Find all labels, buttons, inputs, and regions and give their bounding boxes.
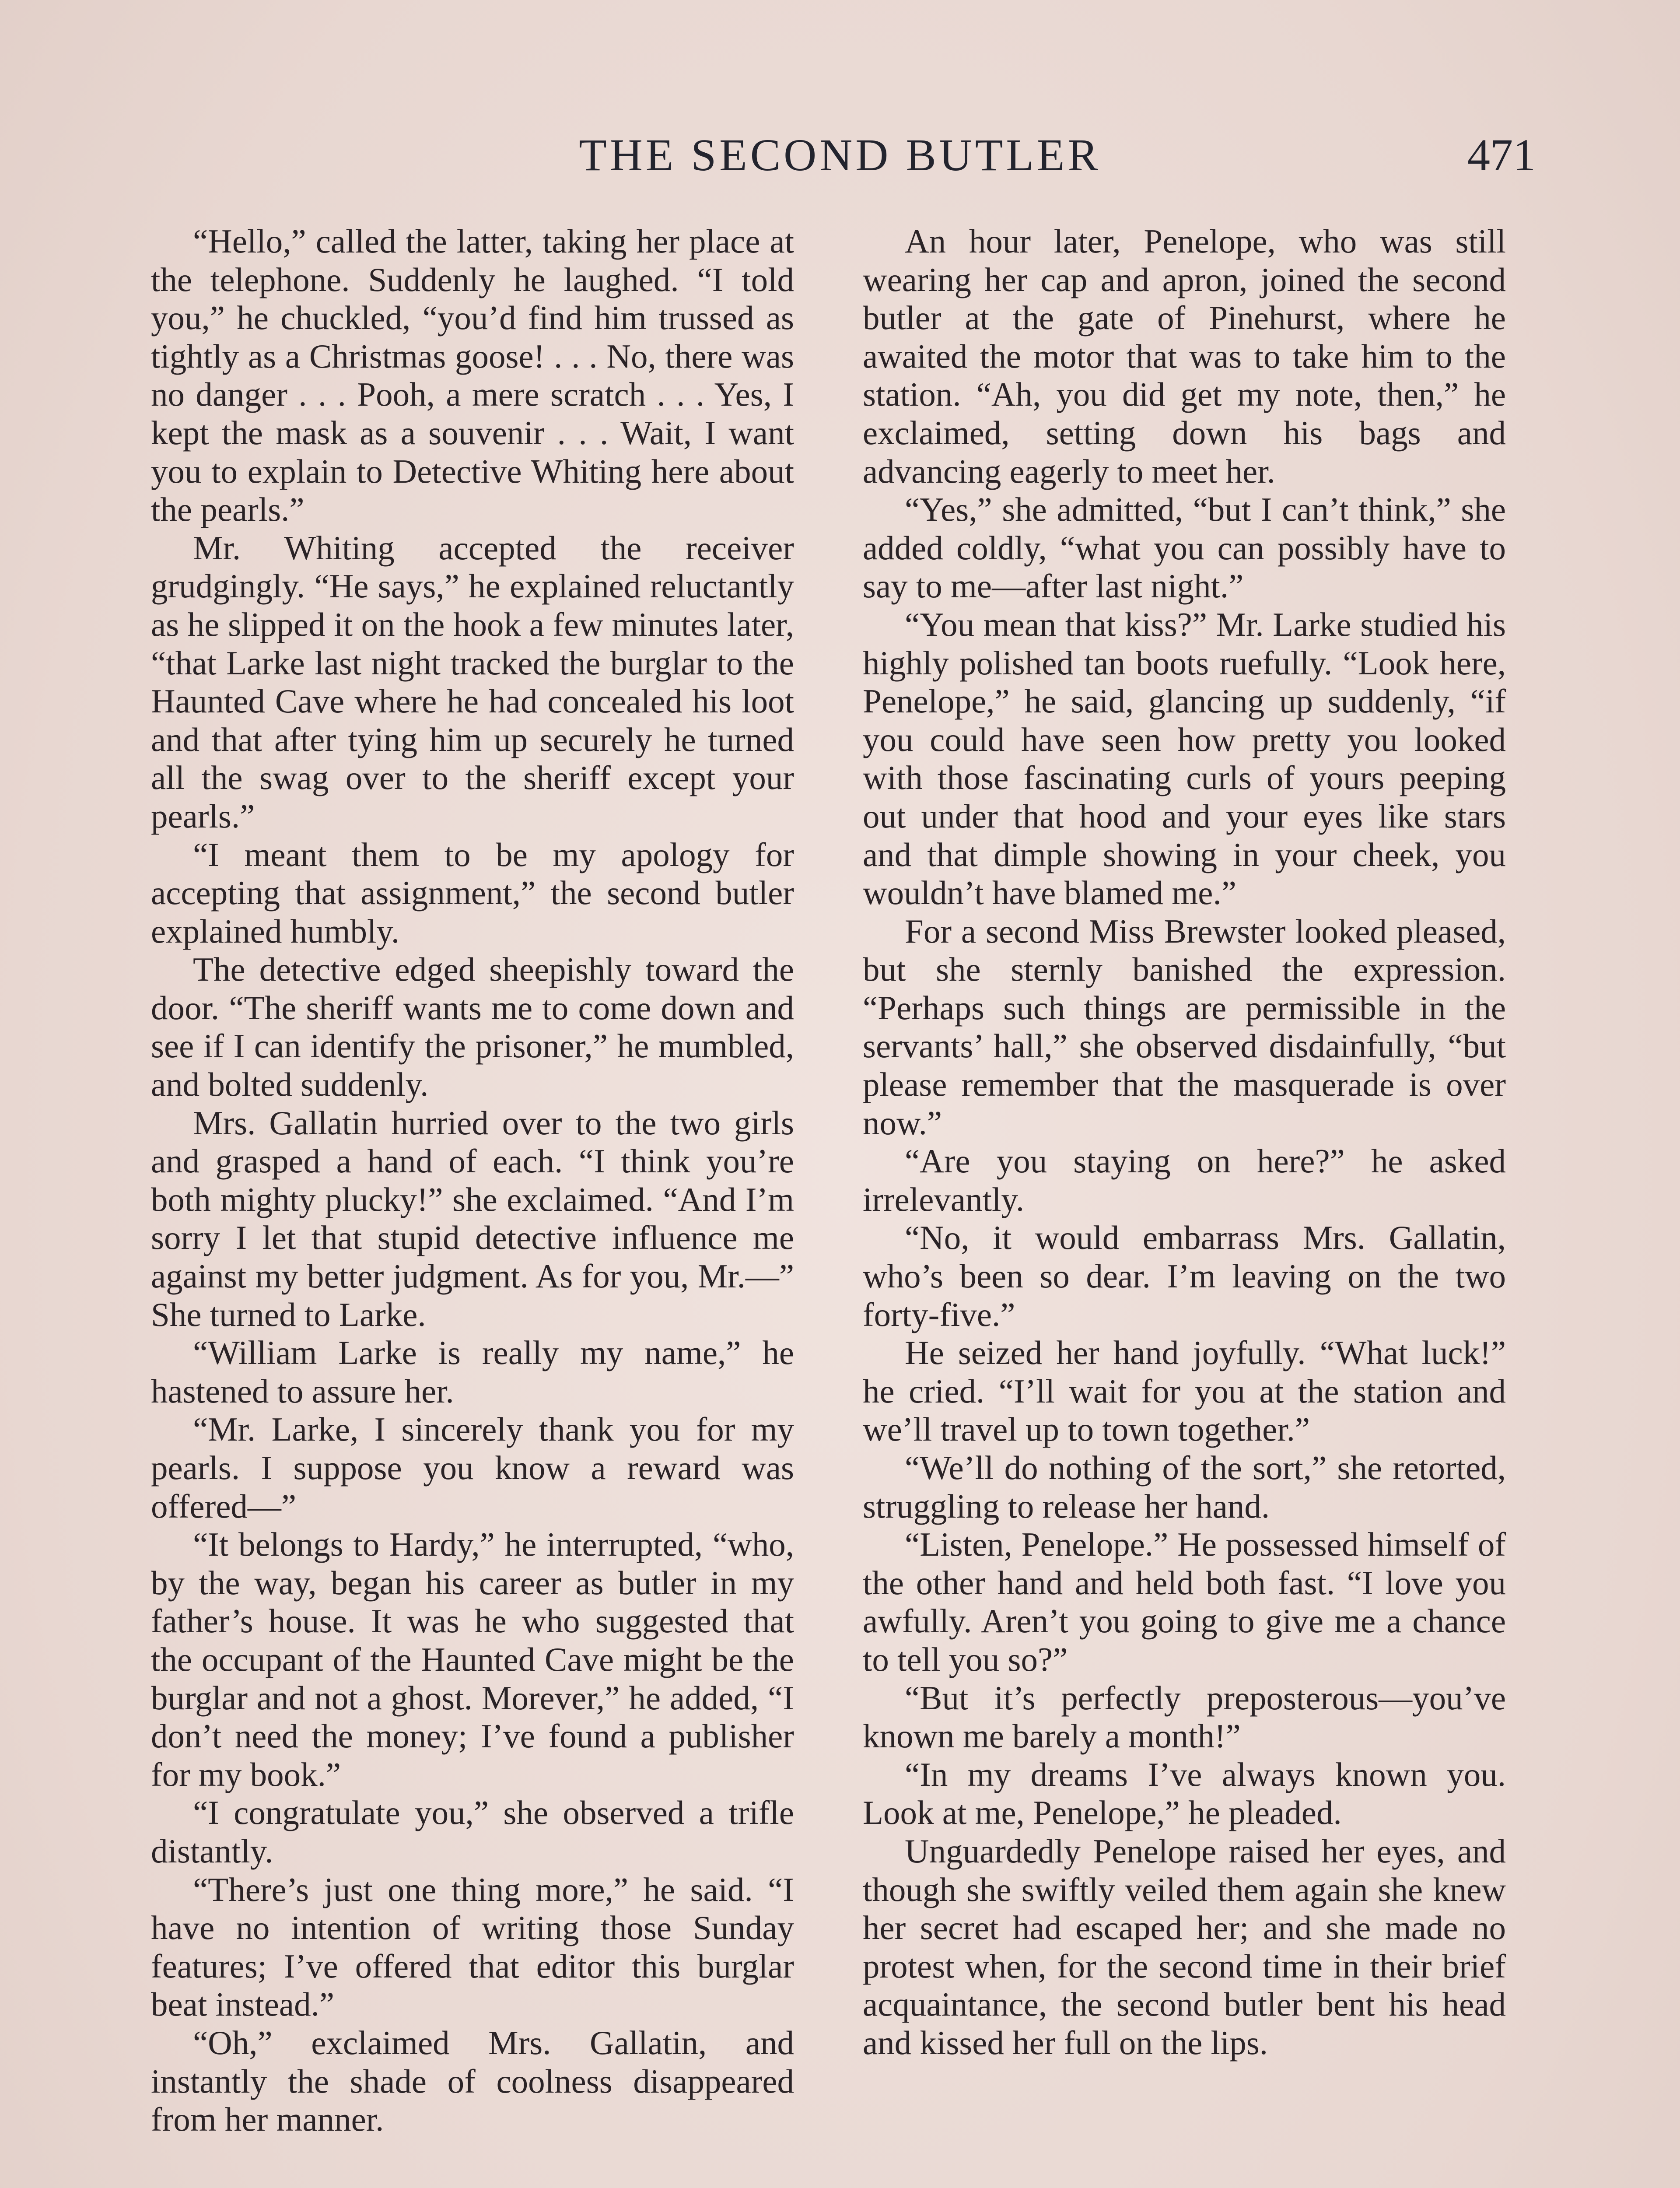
paragraph: Unguardedly Penelope raised her eyes, and though she swiftly veiled them again she knew her secret had escaped her; and she made no protest when, for the second time in their brief acquaintance, the second butler bent his head and kissed her full on the lips.	[863, 1832, 1506, 2062]
paragraph: “It belongs to Hardy,” he interrupted, “who, by the way, began his career as butler in my father’s house. It was he who suggested that the occupant of the Haunted Cave might be the burglar and not a ghost. Morever,” he added, “I don’t need the money; I’ve found a publisher for my book.”	[151, 1525, 794, 1793]
left-column	[151, 222, 794, 2139]
paragraph: Mr. Whiting accepted the receiver grudgingly. “He says,” he explained reluctantly as he slipped it on the hook a few minutes later, “that Larke last night tracked the burglar to the Haunted Cave where he had concealed his loot and that after tying him up securely he turned all the swag over to the sheriff except your pearls.”	[151, 529, 794, 835]
paragraph: “William Larke is really my name,” he hastened to assure her.	[151, 1334, 794, 1410]
paragraph: “Mr. Larke, I sincerely thank you for my pearls. I suppose you know a reward was offered—”	[151, 1410, 794, 1525]
paragraph: Mrs. Gallatin hurried over to the two girls and grasped a hand of each. “I think you’re both mighty plucky!” she exclaimed. “And I’m sorry I let that stupid detective influence me against my better judgment. As for you, Mr.—” She turned to Larke.	[151, 1104, 794, 1333]
paragraph: “You mean that kiss?” Mr. Larke studied his highly polished tan boots ruefully. “Look here, Penelope,” he said, glancing up suddenly, “if you could have seen how pretty you looked with those fascinating curls of yours peeping out under that hood and your eyes like stars and that dimple showing in your cheek, you wouldn’t have blamed me.”	[863, 605, 1506, 912]
paragraph: “There’s just one thing more,” he said. “I have no intention of writing those Sunday features; I’ve offered that editor this burglar beat instead.”	[151, 1870, 794, 2023]
paragraph: “I meant them to be my apology for accepting that assignment,” the second butler explained humbly.	[151, 835, 794, 950]
paragraph: “Hello,” called the latter, taking her place at the telephone. Suddenly he laughed. “I told you,” he chuckled, “you’d find him trussed as tightly as a Christmas goose! . . . No, there was no danger . . . Pooh, a mere scratch . . . Yes, I kept the mask as a souvenir . . . Wait, I want you to explain to Detective Whiting here about the pearls.”	[151, 222, 794, 529]
paragraph: “Yes,” she admitted, “but I can’t think,” she added coldly, “what you can possibly have to say to me—after last night.”	[863, 491, 1506, 605]
paragraph: “Oh,” exclaimed Mrs. Gallatin, and instantly the shade of coolness disappeared from her manner.	[151, 2023, 794, 2139]
paragraph: “Listen, Penelope.” He possessed himself of the other hand and held both fast. “I love you awfully. Aren’t you going to give me a chance to tell you so?”	[863, 1525, 1506, 1678]
right-column	[863, 222, 1506, 2062]
paragraph: “Are you staying on here?” he asked irrelevantly.	[863, 1142, 1506, 1218]
paragraph: “I congratulate you,” she observed a trifle distantly.	[151, 1794, 794, 1870]
paragraph: “We’ll do nothing of the sort,” she retorted, struggling to release her hand.	[863, 1449, 1506, 1525]
paragraph: An hour later, Penelope, who was still wearing her cap and apron, joined the second butler at the gate of Pinehurst, where he awaited the motor that was to take him to the station. “Ah, you did get my note, then,” he exclaimed, setting down his bags and advancing eagerly to meet her.	[863, 222, 1506, 490]
running-header-title: THE SECOND BUTLER	[579, 130, 1101, 180]
paragraph: The detective edged sheepishly toward the door. “The sheriff wants me to come down and see if I can identify the prisoner,” he mumbled, and bolted suddenly.	[151, 950, 794, 1104]
paragraph: “But it’s perfectly preposterous—you’ve known me barely a month!”	[863, 1679, 1506, 1755]
page-number: 471	[1467, 130, 1536, 180]
paragraph: “No, it would embarrass Mrs. Gallatin, who’s been so dear. I’m leaving on the two forty-five.”	[863, 1219, 1506, 1333]
paragraph: For a second Miss Brewster looked pleased, but she sternly banished the expression. “Perhaps such things are permissible in the servants’ hall,” she observed disdainfully, “but please remember that the masquerade is over now.”	[863, 912, 1506, 1142]
paragraph: He seized her hand joyfully. “What luck!” he cried. “I’ll wait for you at the station and we’ll travel up to town together.”	[863, 1334, 1506, 1448]
paragraph: “In my dreams I’ve always known you. Look at me, Penelope,” he pleaded.	[863, 1755, 1506, 1832]
